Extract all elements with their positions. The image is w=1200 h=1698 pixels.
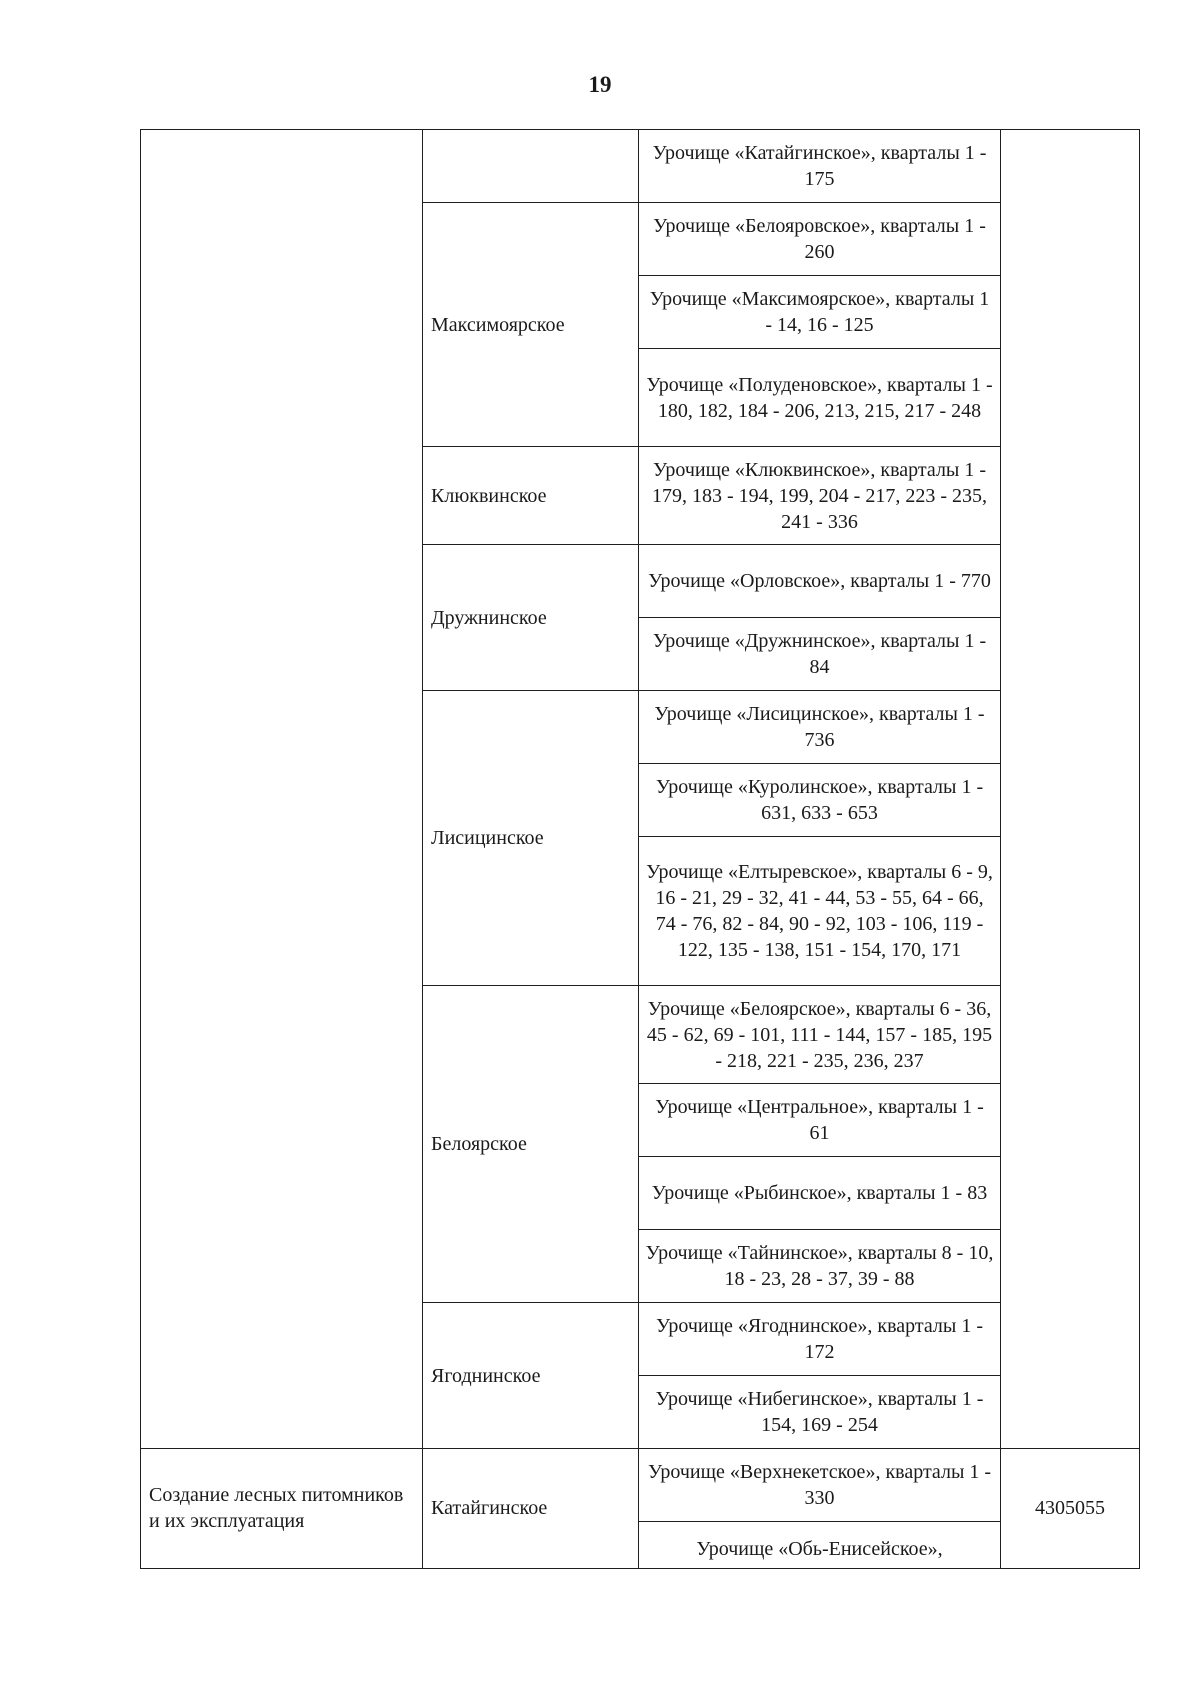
page-number: 19 [588, 72, 612, 97]
tract-cell: Урочище «Рыбинское», кварталы 1 - 83 [639, 1157, 1001, 1230]
tract-cell: Урочище «Куролинское», кварталы 1 - 631, 633 - 653 [639, 764, 1001, 837]
table-row [141, 1448, 1140, 1521]
tract-cell: Урочище «Центральное», кварталы 1 - 61 [639, 1084, 1001, 1157]
tract-cell: Урочище «Елтыревское», кварталы 6 - 9, 16 - 21, 29 - 32, 41 - 44, 53 - 55, 64 - 66, 74 - 76, 82 - 84, 90 - 92, 103 - 106, 119 - 122, 135 - 138, 151 - 154, 170, 171 [639, 837, 1001, 986]
activity-cell: Создание лесных питомников и их эксплуатация [141, 1448, 423, 1568]
district-cell: Ягоднинское [423, 1303, 639, 1449]
district-cell-empty [423, 130, 639, 203]
district-cell: Клюквинское [423, 447, 639, 545]
forest-tracts-table [140, 129, 1140, 1449]
tract-cell: Урочище «Катайгинское», кварталы 1 - 175 [639, 130, 1001, 203]
tract-cell: Урочище «Орловское», кварталы 1 - 770 [639, 545, 1001, 618]
activity-cell-empty [141, 130, 423, 1449]
nursery-table [140, 1448, 1140, 1569]
district-cell: Максимоярское [423, 203, 639, 447]
district-cell: Дружнинское [423, 545, 639, 691]
tract-cell: Урочище «Обь-Енисейское», [639, 1521, 1001, 1568]
table-row [141, 130, 1140, 203]
tract-cell: Урочище «Верхнекетское», кварталы 1 - 330 [639, 1448, 1001, 1521]
tract-cell: Урочище «Лисицинское», кварталы 1 - 736 [639, 691, 1001, 764]
tract-cell: Урочище «Полуденовское», кварталы 1 - 180, 182, 184 - 206, 213, 215, 217 - 248 [639, 349, 1001, 447]
tract-cell: Урочище «Белояровское», кварталы 1 - 260 [639, 203, 1001, 276]
tract-cell: Урочище «Тайнинское», кварталы 8 - 10, 18 - 23, 28 - 37, 39 - 88 [639, 1230, 1001, 1303]
code-cell: 4305055 [1001, 1448, 1140, 1568]
tract-cell: Урочище «Белоярское», кварталы 6 - 36, 45 - 62, 69 - 101, 111 - 144, 157 - 185, 195 - 218, 221 - 235, 236, 237 [639, 986, 1001, 1084]
district-cell: Катайгинское [423, 1448, 639, 1568]
tract-cell: Урочище «Клюквинское», кварталы 1 - 179, 183 - 194, 199, 204 - 217, 223 - 235, 241 - 336 [639, 447, 1001, 545]
tract-cell: Урочище «Дружнинское», кварталы 1 - 84 [639, 618, 1001, 691]
district-cell: Белоярское [423, 986, 639, 1303]
district-cell: Лисицинское [423, 691, 639, 986]
tract-cell: Урочище «Нибегинское», кварталы 1 - 154, 169 - 254 [639, 1376, 1001, 1449]
tract-cell: Урочище «Ягоднинское», кварталы 1 - 172 [639, 1303, 1001, 1376]
code-cell-empty [1001, 130, 1140, 1449]
tract-cell: Урочище «Максимоярское», кварталы 1 - 14, 16 - 125 [639, 276, 1001, 349]
